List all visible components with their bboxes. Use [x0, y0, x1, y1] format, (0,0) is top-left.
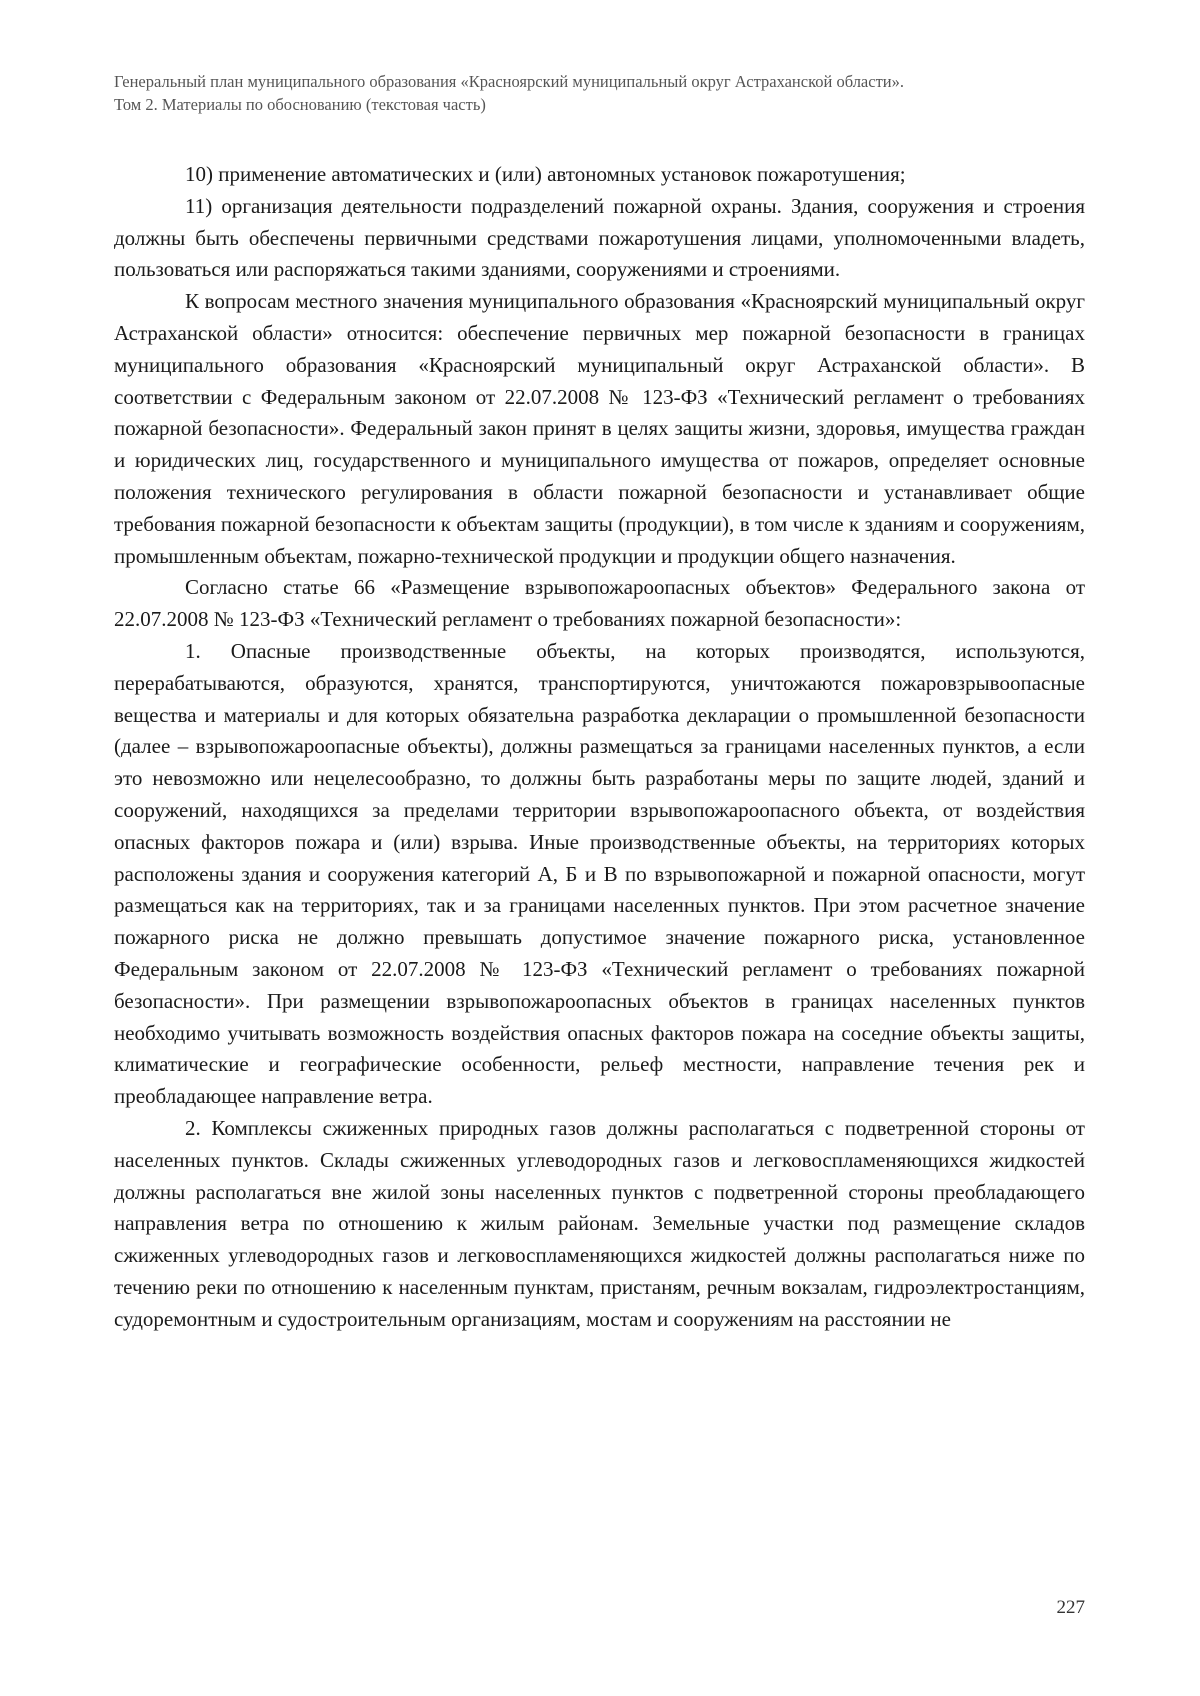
header-line-2: Том 2. Материалы по обоснованию (текстовая часть) [114, 95, 486, 114]
paragraph-point-2: 2. Комплексы сжиженных природных газов должны располагаться с подветренной стороны от населенных пунктов. Склады сжиженных углеводородных газов и легковоспламеняющихся жидкостей должны располагаться вне жилой зоны населенных пунктов с подветренной стороны преобладающего направления ветра по отношению к жилым районам. Земельные участки под размещение складов сжиженных углеводородных газов и легковоспламеняющихся жидкостей должны располагаться ниже по течению реки по отношению к населенным пунктам, пристаням, речным вокзалам, гидроэлектростанциям, судоремонтным и судостроительным организациям, мостам и сооружениям на расстоянии не [114, 1115, 1085, 1331]
paragraph-article-66: Согласно статье 66 «Размещение взрывопожароопасных объектов» Федерального закона от 22.07.2008 № 123-ФЗ «Технический регламент о требованиях пожарной безопасности»: [114, 575, 1085, 632]
paragraph-local-issues: К вопросам местного значения муниципального образования «Красноярский муниципальный округ Астраханской области» относится: обеспечение первичных мер пожарной безопасности в границах муниципального образования «Красноярский муниципальный округ Астраханской области». В соответствии с Федеральным законом от 22.07.2008 № 123-ФЗ «Технический регламент о требованиях пожарной безопасности». Федеральный закон принят в целях защиты жизни, здоровья, имущества граждан и юридических лиц, государственного и муниципального имущества от пожаров, определяет основные положения технического регулирования в области пожарной безопасности и устанавливает общие требования пожарной безопасности к объектам защиты (продукции), в том числе к зданиям и сооружениям, промышленным объектам, пожарно-технической продукции и продукции общего назначения. [114, 289, 1085, 568]
paragraph-item-10: 10) применение автоматических и (или) автономных установок пожаротушения; [185, 162, 906, 186]
page-number: 227 [1056, 1597, 1085, 1618]
paragraph-point-1: 1. Опасные производственные объекты, на которых производятся, используются, перерабатываются, образуются, хранятся, транспортируются, уничтожаются пожаровзрывоопасные вещества и материалы и для которых обязательна разработка декларации о промышленной безопасности (далее – взрывопожароопасные объекты), должны размещаться за границами населенных пунктов, а если это невозможно или нецелесообразно, то должны быть разработаны меры по защите людей, зданий и сооружений, находящихся за пределами территории взрывопожароопасного объекта, от воздействия опасных факторов пожара и (или) взрыва. Иные производственные объекты, на территориях которых расположены здания и сооружения категорий А, Б и В по взрывопожарной и пожарной опасности, могут размещаться как на территориях, так и за границами населенных пунктов. При этом расчетное значение пожарного риска не должно превышать допустимое значение пожарного риска, установленное Федеральным законом от 22.07.2008 № 123-ФЗ «Технический регламент о требованиях пожарной безопасности». При размещении взрывопожароопасных объектов в границах населенных пунктов необходимо учитывать возможность воздействия опасных факторов пожара на соседние объекты защиты, климатические и географические особенности, рельеф местности, направление течения рек и преобладающее направление ветра. [114, 638, 1085, 1109]
body-text [114, 159, 1085, 1335]
paragraph-item-11: 11) организация деятельности подразделений пожарной охраны. Здания, сооружения и строения должны быть обеспечены первичными средствами пожаротушения лицами, уполномоченными владеть, пользоваться или распоряжаться такими зданиями, сооружениями и строениями. [114, 193, 1085, 282]
document-page [114, 70, 1085, 1335]
header-line-1: Генеральный план муниципального образования «Красноярский муниципальный округ Астраханской области». [114, 72, 904, 91]
running-header [114, 70, 1085, 116]
